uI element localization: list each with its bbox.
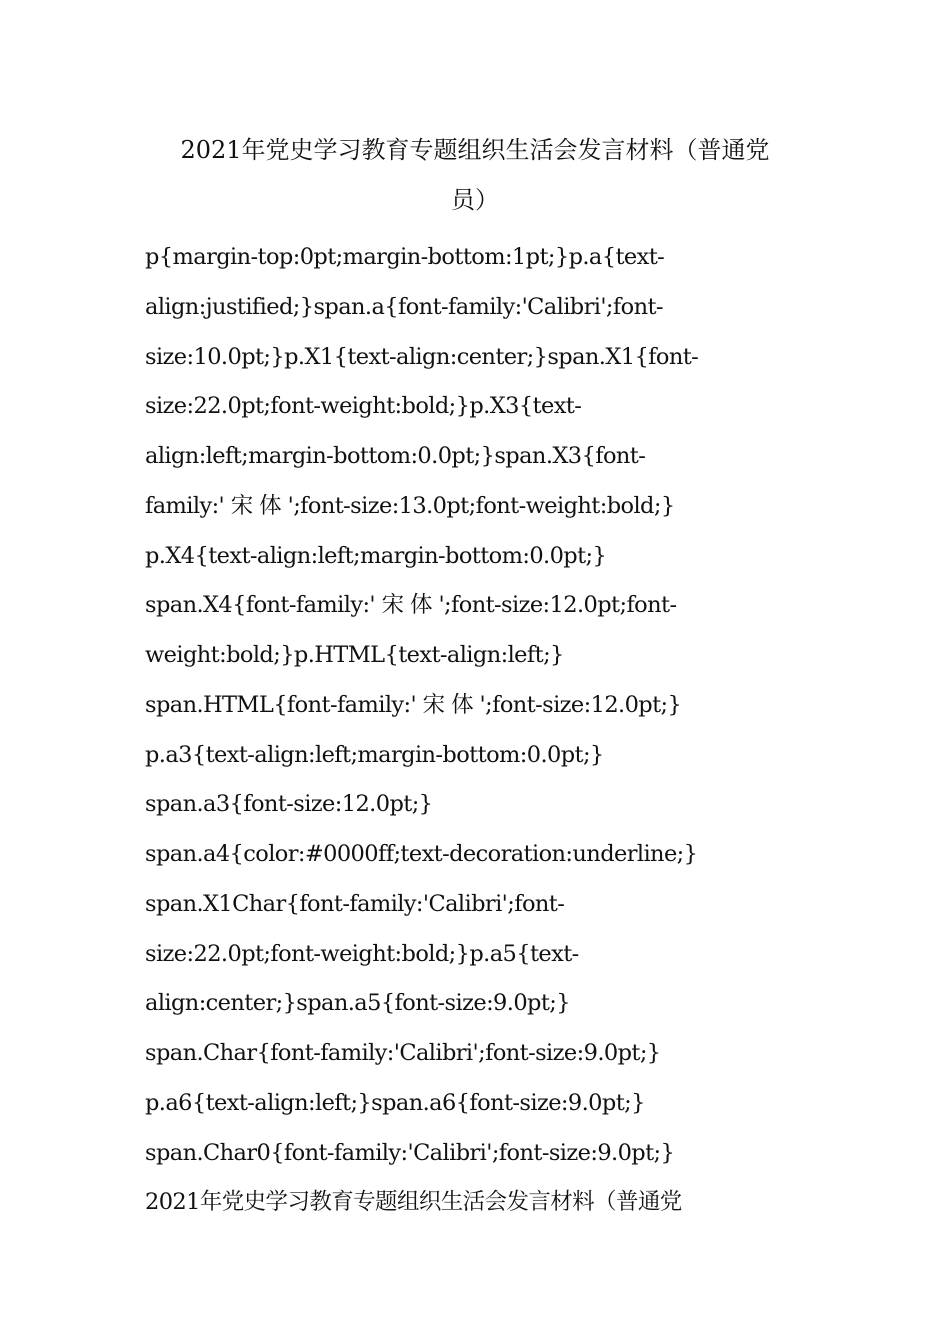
body-text-line: span.X4{font-family:' 宋 体 ';font-size:12.0pt;font- <box>145 592 677 619</box>
body-text-line: span.Char0{font-family:'Calibri';font-size:9.0pt;} <box>145 1139 675 1166</box>
body-text-line: p.a3{text-align:left;margin-bottom:0.0pt;} <box>145 741 604 768</box>
body-text-line: span.Char{font-family:'Calibri';font-size:9.0pt;} <box>145 1040 661 1066</box>
body-text-line: align:left;margin-bottom:0.0pt;}span.X3{font- <box>145 443 646 469</box>
body-text-line: p.a6{text-align:left;}span.a6{font-size:9.0pt;} <box>145 1089 645 1116</box>
body-text-line: align:justified;}span.a{font-family:'Calibri';font- <box>145 293 663 320</box>
body-text-line: weight:bold;}p.HTML{text-align:left;} <box>145 642 564 668</box>
body-text-line: size:10.0pt;}p.X1{text-align:center;}span.X1{font- <box>145 343 699 370</box>
body-text-line: span.X1Char{font-family:'Calibri';font- <box>145 890 565 917</box>
body-text-line: size:22.0pt;font-weight:bold;}p.a5{text- <box>145 940 579 967</box>
body-text-line: family:' 宋 体 ';font-size:13.0pt;font-weight:bold;} <box>145 492 675 519</box>
body-text-line: p{margin-top:0pt;margin-bottom:1pt;}p.a{text- <box>145 244 665 270</box>
body-text-line: p.X4{text-align:left;margin-bottom:0.0pt;} <box>145 542 607 569</box>
body-text-line: size:22.0pt;font-weight:bold;}p.X3{text- <box>145 393 582 420</box>
body-text-line: 2021年党史学习教育专题组织生活会发言材料（普通党 <box>145 1189 682 1216</box>
document-title-line-2: 员） <box>451 186 499 214</box>
body-text-line: span.HTML{font-family:' 宋 体 ';font-size:12.0pt;} <box>145 691 682 718</box>
document-body <box>145 233 825 1228</box>
document-title-line-1: 2021年党史学习教育专题组织生活会发言材料（普通党 <box>180 136 770 164</box>
body-text-line: align:center;}span.a5{font-size:9.0pt;} <box>145 990 570 1017</box>
body-text-line: span.a4{color:#0000ff;text-decoration:underline;} <box>145 841 698 867</box>
body-text-line: span.a3{font-size:12.0pt;} <box>145 791 433 818</box>
